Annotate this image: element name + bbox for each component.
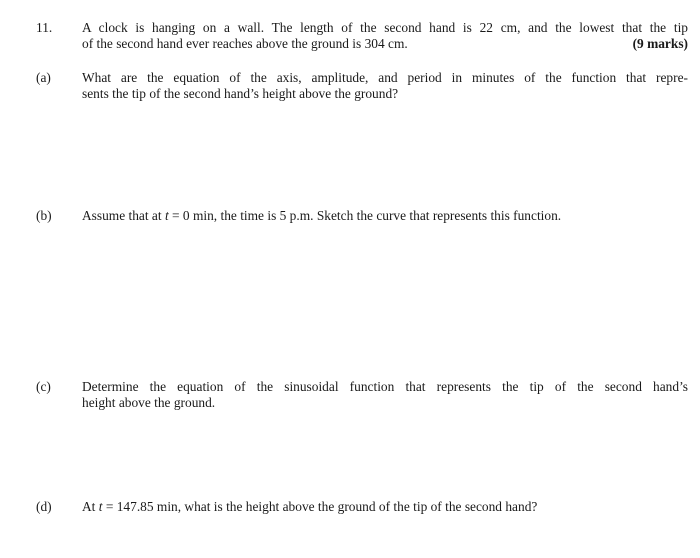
part-c-line-1: Determine the equation of the sinusoidal function that represents the tip of the second hand’s [82,379,688,394]
part-b-text-after: = 0 min, the time is 5 p.m. Sketch the curve that represents this function. [168,208,562,223]
part-a-line-1: What are the equation of the axis, amplitude, and period in minutes of the function that repre- [82,70,688,85]
part-d-line [82,499,688,515]
part-d-label: (d) [36,499,52,514]
question-stem-line-1: A clock is hanging on a wall. The length of the second hand is 22 cm, and the lowest that the tip [82,20,688,35]
question-stem-line-2 [82,36,688,52]
part-d-text-after: = 147.85 min, what is the height above the ground of the tip of the second hand? [102,499,538,514]
part-b-label: (b) [36,208,52,223]
part-a-line-2: sents the tip of the second hand’s height above the ground? [82,86,399,101]
part-c-line-2: height above the ground. [82,395,216,410]
part-a-text [82,70,688,102]
part-b-variable: t [164,208,169,223]
part-a-label: (a) [36,70,51,85]
question-stem [82,20,688,52]
part-c-text [82,379,688,411]
part-d-text-before: At [82,499,99,514]
marks-label: (9 marks) [632,36,688,51]
part-b-text-before: Assume that at [82,208,165,223]
part-d-variable: t [98,499,103,514]
question-stem-line-2-text: of the second hand ever reaches above the ground is 304 cm. [82,36,408,51]
part-c-label: (c) [36,379,51,394]
part-b-line [82,208,688,224]
part-b-text [82,208,688,224]
question-number: 11. [36,20,53,35]
part-d-text [82,499,688,515]
